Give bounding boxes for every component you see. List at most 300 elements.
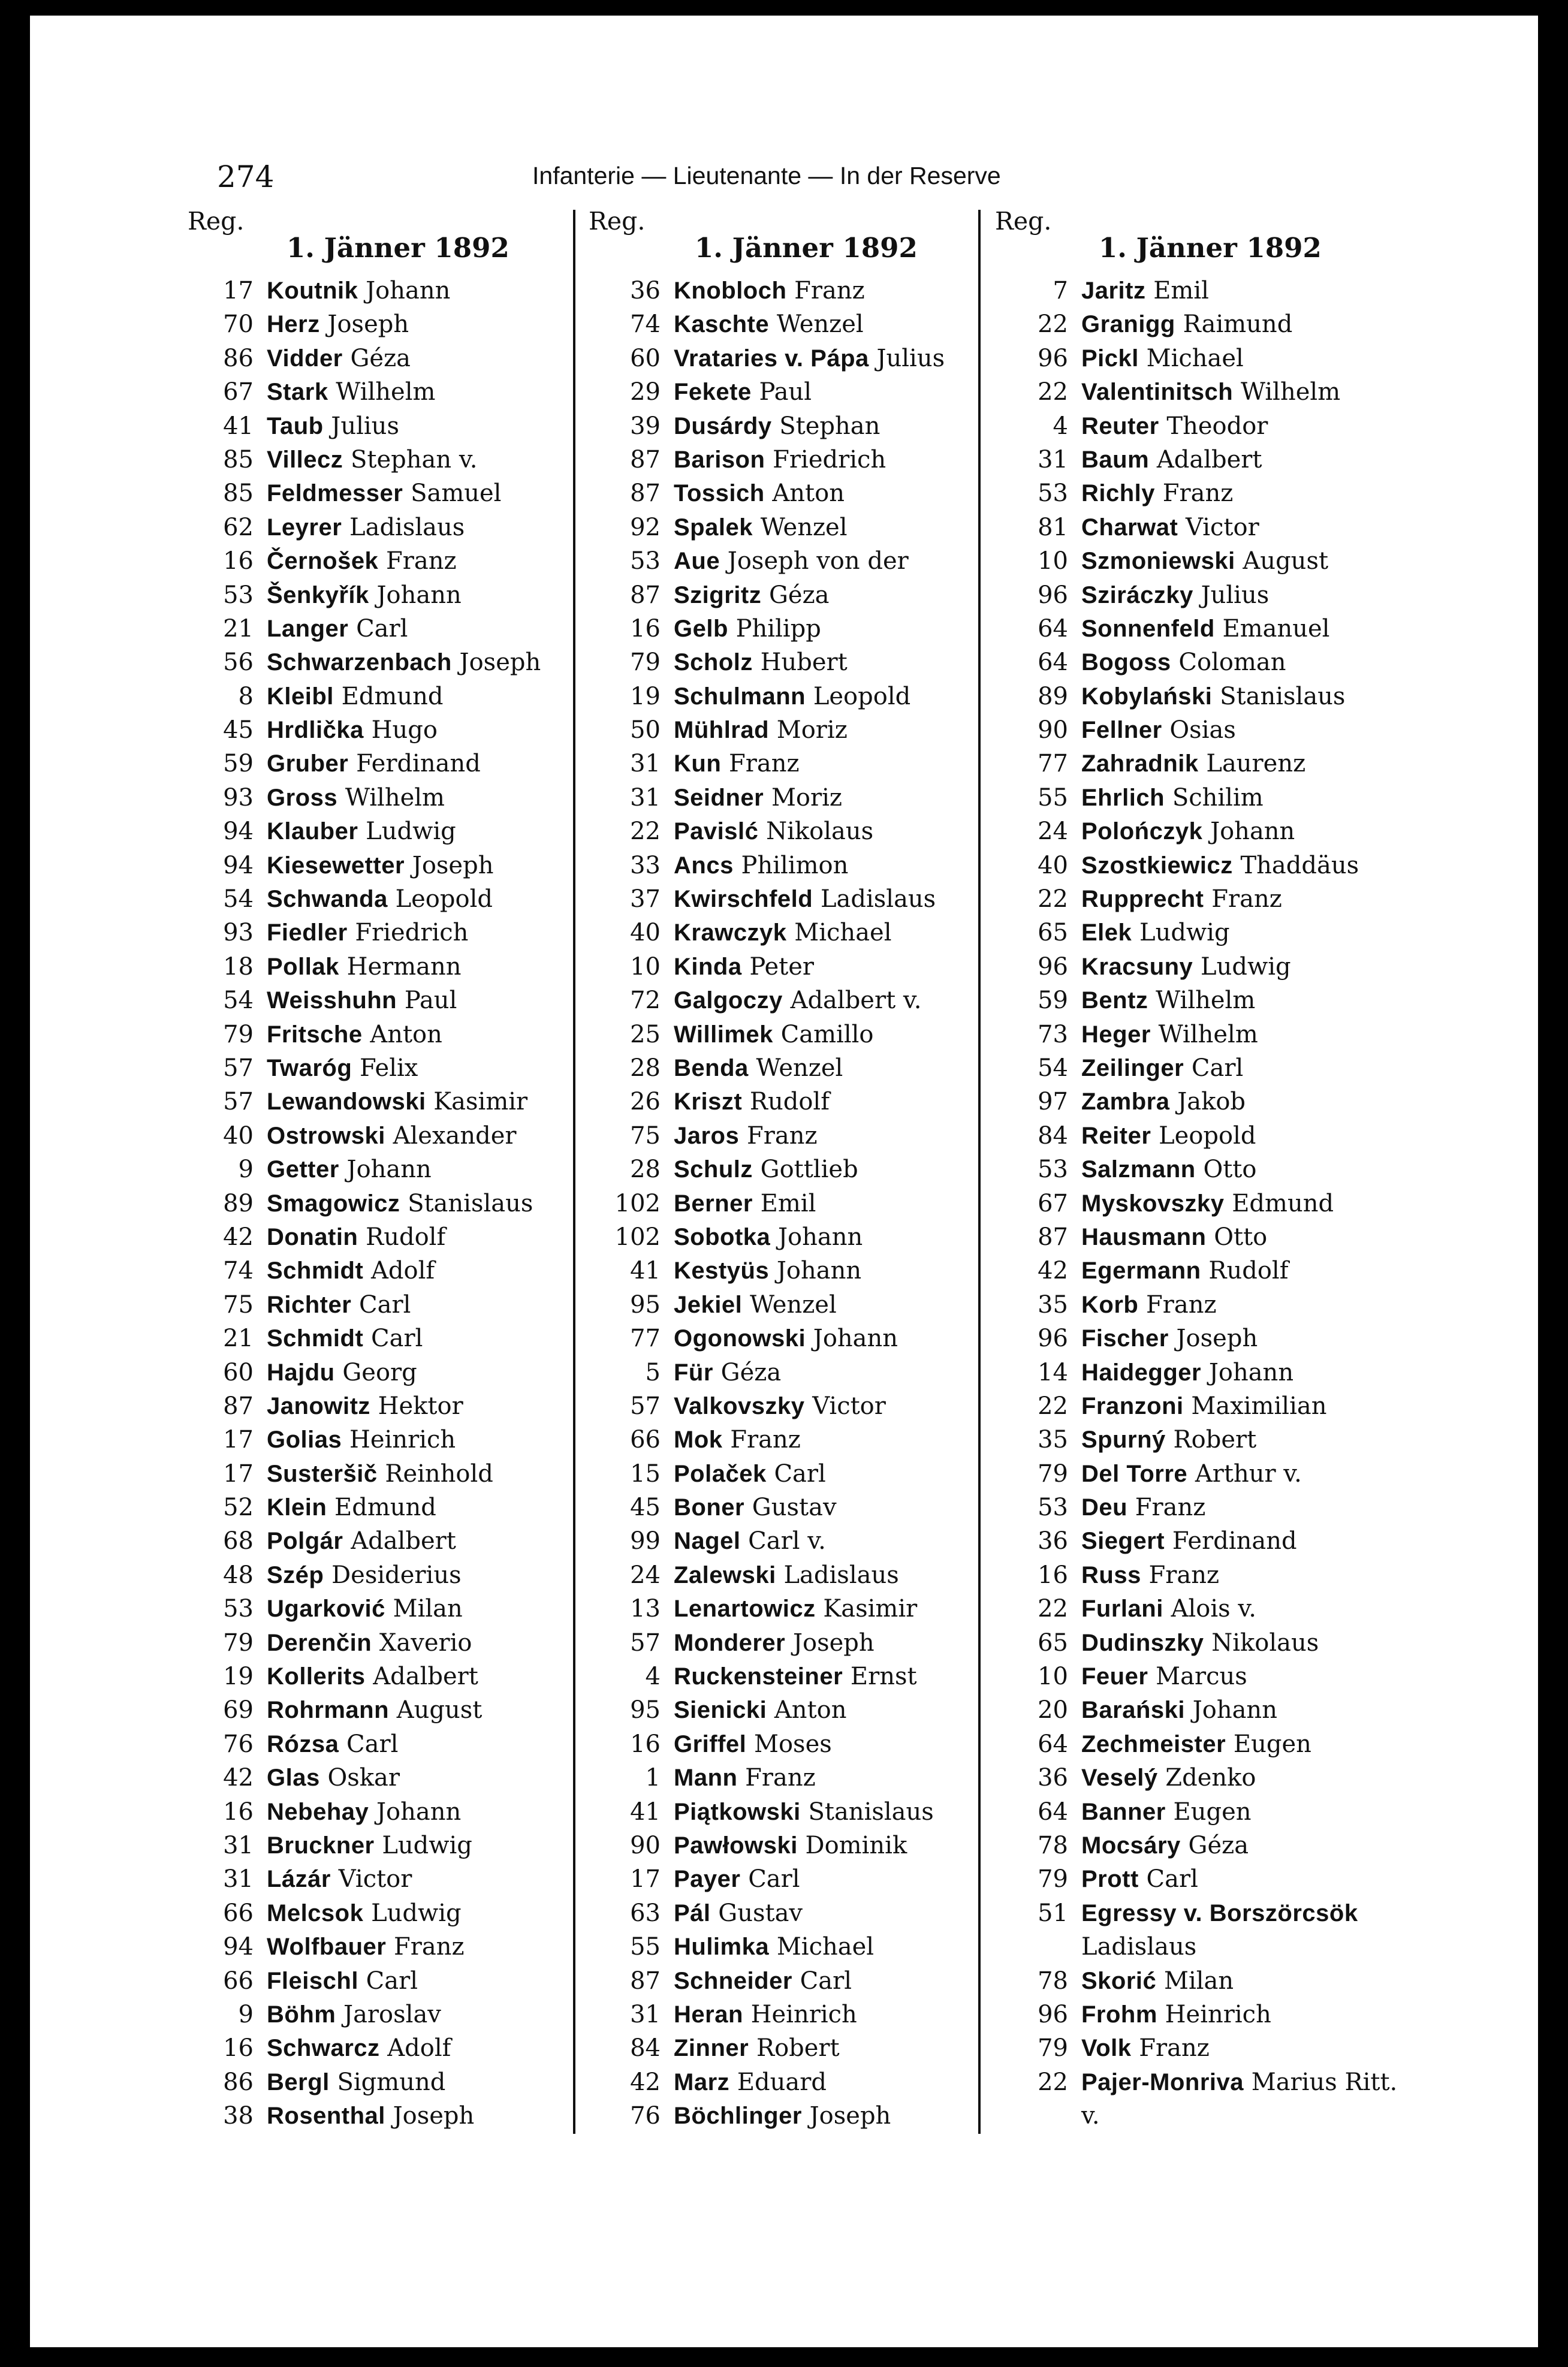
surname: Sienicki <box>674 1697 767 1724</box>
surname: Lázár <box>267 1866 331 1893</box>
reg-number: 10 <box>1038 547 1068 575</box>
reg-number: 86 <box>223 2068 254 2096</box>
list-item <box>589 1491 996 1524</box>
list-item <box>188 1389 589 1423</box>
list-item <box>188 849 589 882</box>
reg-number: 42 <box>223 1764 254 1792</box>
given-name: Edmund <box>1232 1189 1334 1217</box>
surname: Kollerits <box>267 1663 366 1690</box>
reg-number: 95 <box>630 1696 661 1724</box>
surname: Kracsuny <box>1081 953 1193 980</box>
reg-number: 96 <box>1038 952 1068 981</box>
reg-number: 79 <box>223 1020 254 1048</box>
surname: Baum <box>1081 446 1150 473</box>
given-name: Dominik <box>805 1831 907 1859</box>
surname: Zinner <box>674 2035 749 2062</box>
surname: Reiter <box>1081 1122 1151 1149</box>
given-name: Gustav <box>718 1899 803 1927</box>
list-item <box>589 307 996 341</box>
list-item <box>995 1558 1415 1592</box>
list-item <box>995 1389 1415 1423</box>
reg-number: 93 <box>223 919 254 947</box>
given-name: Marcus <box>1156 1663 1247 1691</box>
reg-number: 60 <box>223 1358 254 1386</box>
page-number: 274 <box>217 159 275 194</box>
reg-number: 72 <box>630 987 661 1015</box>
surname: Böchlinger <box>674 2103 802 2130</box>
reg-number: 5 <box>645 1358 661 1386</box>
surname: Zambra <box>1081 1088 1170 1115</box>
reg-number: 15 <box>630 1460 661 1488</box>
list-item <box>995 274 1415 307</box>
surname: Payer <box>674 1866 741 1893</box>
given-name: Friedrich <box>773 445 886 474</box>
list-item <box>995 1964 1415 1998</box>
surname: Fiedler <box>267 919 348 946</box>
list-item <box>188 1693 589 1727</box>
surname: Kestyüs <box>674 1258 770 1284</box>
reg-number: 22 <box>1038 2068 1068 2096</box>
surname: Siegert <box>1081 1528 1165 1555</box>
surname: Pickl <box>1081 345 1139 372</box>
surname: Kleibl <box>267 683 334 710</box>
reg-number: 53 <box>223 1595 254 1623</box>
surname: Klauber <box>267 818 358 845</box>
list-item <box>589 1457 996 1491</box>
given-name: Gustav <box>752 1494 837 1522</box>
surname: Twaróg <box>267 1054 352 1081</box>
surname: Korb <box>1081 1291 1139 1318</box>
reg-number: 73 <box>1038 1020 1068 1048</box>
given-name: Ludwig <box>382 1831 472 1859</box>
list-item <box>188 409 589 443</box>
surname: Ancs <box>674 852 734 879</box>
reg-number: 16 <box>223 547 254 575</box>
list-item <box>589 1964 996 1998</box>
list-item <box>188 1119 589 1153</box>
reg-number: 54 <box>223 987 254 1015</box>
list-item <box>589 342 996 375</box>
surname: Kobylański <box>1081 683 1213 710</box>
reg-number: 87 <box>630 445 661 474</box>
given-name: Milan <box>393 1595 463 1623</box>
given-name: Wenzel <box>756 1054 843 1082</box>
list-item <box>995 1119 1415 1153</box>
reg-number: 96 <box>1038 2000 1068 2028</box>
list-item <box>589 1626 996 1660</box>
list-item <box>589 1761 996 1795</box>
surname: Szostkiewicz <box>1081 852 1233 879</box>
surname: Herz <box>267 311 320 338</box>
list-item <box>188 1051 589 1085</box>
reg-number: 79 <box>1038 2034 1068 2063</box>
list-item <box>995 612 1415 646</box>
given-name: Anton <box>774 1696 847 1724</box>
list-item <box>188 1795 589 1829</box>
given-name: Ludwig <box>1139 919 1230 947</box>
reg-number: 35 <box>1038 1290 1068 1319</box>
surname: Szigritz <box>674 581 762 608</box>
given-name: Adalbert <box>351 1527 456 1555</box>
given-name: Hektor <box>378 1392 463 1420</box>
given-name: Carl <box>1191 1054 1244 1082</box>
list-item <box>188 916 589 949</box>
list-item <box>995 815 1415 848</box>
given-name: Camillo <box>780 1020 874 1048</box>
reg-number: 16 <box>223 1798 254 1826</box>
reg-number: 19 <box>630 682 661 710</box>
surname: Spurný <box>1081 1427 1166 1454</box>
given-name: Robert <box>756 2034 840 2063</box>
reg-number: 41 <box>630 1257 661 1285</box>
surname: Gruber <box>267 750 349 777</box>
column-divider <box>978 210 981 2134</box>
given-name: Victor <box>812 1392 886 1420</box>
given-name: Joseph <box>1176 1325 1258 1353</box>
given-name: Hubert <box>760 649 848 677</box>
surname: Rupprecht <box>1081 886 1204 913</box>
surname: Nagel <box>674 1528 741 1555</box>
reg-number: 4 <box>645 1663 661 1691</box>
reg-number: 50 <box>630 716 661 744</box>
given-name: Carl <box>774 1460 826 1488</box>
surname: Sziráczky <box>1081 581 1193 608</box>
surname: Volk <box>1081 2035 1132 2062</box>
given-name: Joseph von der <box>727 547 909 575</box>
list-item <box>188 1626 589 1660</box>
given-name: Paul <box>404 987 457 1015</box>
given-name: Alexander <box>393 1121 517 1150</box>
given-name: Ludwig <box>1201 952 1291 981</box>
surname: Mühlrad <box>674 717 770 744</box>
reg-number: 53 <box>1038 480 1068 508</box>
surname: Szép <box>267 1561 324 1588</box>
given-name: Stephan v. <box>351 445 478 474</box>
surname: Für <box>674 1359 713 1386</box>
reg-number: 22 <box>1038 885 1068 913</box>
surname: Krawczyk <box>674 919 787 946</box>
given-name: Johann <box>813 1325 898 1353</box>
given-name: Felix <box>359 1054 418 1082</box>
surname: Fleischl <box>267 1967 358 1994</box>
surname: Egermann <box>1081 1258 1201 1284</box>
given-name: Johann <box>376 1798 462 1826</box>
given-name: Joseph <box>459 649 541 677</box>
reg-number: 87 <box>1038 1223 1068 1251</box>
surname: Weisshuhn <box>267 987 397 1014</box>
surname: Willimek <box>674 1021 773 1048</box>
reg-number: 89 <box>223 1189 254 1217</box>
list-item <box>995 781 1415 815</box>
given-name: Schilim <box>1172 783 1264 812</box>
reg-number: 22 <box>630 818 661 846</box>
list-item <box>589 375 996 409</box>
reg-number: 42 <box>223 1223 254 1251</box>
reg-number: 52 <box>223 1494 254 1522</box>
list-item <box>995 1592 1415 1626</box>
list-item <box>995 375 1415 409</box>
given-name: Wenzel <box>749 1290 837 1319</box>
reg-number: 66 <box>630 1426 661 1454</box>
reg-number: 16 <box>630 1730 661 1758</box>
given-name: Milan <box>1164 1967 1234 1995</box>
reg-number: 36 <box>1038 1527 1068 1555</box>
given-name: Philipp <box>735 614 821 643</box>
list-item <box>589 511 996 544</box>
surname: Stark <box>267 379 328 406</box>
list-item <box>188 612 589 646</box>
surname: Wolfbauer <box>267 1934 387 1961</box>
surname: Schulmann <box>674 683 806 710</box>
reg-number: 66 <box>223 1967 254 1995</box>
given-name: Joseph <box>327 310 409 339</box>
list-item <box>188 680 589 713</box>
given-name: Leopold <box>813 682 911 710</box>
surname: Ugarković <box>267 1596 385 1623</box>
reg-number: 77 <box>630 1325 661 1353</box>
list-item <box>188 1322 589 1355</box>
given-name: Philimon <box>741 851 849 879</box>
surname: Valentinitsch <box>1081 379 1234 406</box>
surname: Berner <box>674 1190 753 1217</box>
reg-number: 19 <box>223 1663 254 1691</box>
list-item <box>188 578 589 612</box>
list-item <box>995 1018 1415 1051</box>
reg-number: 53 <box>1038 1156 1068 1184</box>
list-item <box>589 1119 996 1153</box>
reg-number: 96 <box>1038 1325 1068 1353</box>
given-name: Johann <box>366 277 451 304</box>
given-name: Heinrich <box>750 2000 857 2028</box>
reg-number: 31 <box>630 2000 661 2028</box>
given-name: Rudolf <box>749 1088 830 1116</box>
given-name: Johann <box>1208 1358 1294 1386</box>
list-item <box>188 1187 589 1220</box>
given-name: Edmund <box>334 1494 436 1522</box>
surname: Donatin <box>267 1223 358 1250</box>
column-divider <box>573 210 575 2134</box>
given-name: Theodor <box>1166 412 1268 440</box>
reg-number: 56 <box>223 649 254 677</box>
given-name: Eugen <box>1233 1730 1311 1758</box>
reg-number: 74 <box>630 310 661 339</box>
surname: Fekete <box>674 379 752 406</box>
surname: Schulz <box>674 1156 753 1183</box>
list-item <box>188 2066 589 2099</box>
given-name: Thaddäus <box>1240 851 1359 879</box>
surname: Böhm <box>267 2001 336 2028</box>
list-item <box>188 781 589 815</box>
list-item <box>995 1896 1415 1930</box>
surname: Ostrowski <box>267 1122 385 1149</box>
surname: Hausmann <box>1081 1223 1207 1250</box>
reg-number: 84 <box>630 2034 661 2063</box>
reg-number: 17 <box>223 277 254 304</box>
entry-list <box>188 274 589 2133</box>
reg-number: 21 <box>223 614 254 643</box>
given-name: Géza <box>720 1358 782 1386</box>
given-name: Emil <box>1153 277 1209 304</box>
given-name: Johann <box>376 581 462 609</box>
reg-number: 17 <box>223 1426 254 1454</box>
given-name: Nikolaus <box>766 818 874 846</box>
list-item <box>995 882 1415 916</box>
given-name: Eugen <box>1173 1798 1252 1826</box>
given-name: Heinrich <box>1165 2000 1271 2028</box>
reg-number: 102 <box>614 1223 661 1251</box>
given-name: Moriz <box>776 716 848 744</box>
surname: Schwarzenbach <box>267 649 452 676</box>
list-item <box>995 849 1415 882</box>
given-name: Hermann <box>346 952 462 981</box>
page-header <box>30 159 1538 195</box>
reg-number: 79 <box>1038 1460 1068 1488</box>
list-item <box>589 1187 996 1220</box>
given-name: Rudolf <box>1208 1257 1289 1285</box>
surname: Mok <box>674 1427 723 1454</box>
surname: Jekiel <box>674 1291 743 1318</box>
reg-number: 87 <box>630 1967 661 1995</box>
given-name: Carl <box>366 1967 418 1995</box>
list-item <box>589 984 996 1017</box>
list-item <box>995 1051 1415 1085</box>
given-name: Wenzel <box>760 513 848 541</box>
reg-number: 64 <box>1038 1798 1068 1826</box>
surname: Fellner <box>1081 717 1162 744</box>
surname: Myskovszky <box>1081 1190 1225 1217</box>
reg-number: 20 <box>1038 1696 1068 1724</box>
given-name: Zdenko <box>1165 1764 1256 1792</box>
surname: Rózsa <box>267 1730 339 1757</box>
reg-number: 65 <box>1038 919 1068 947</box>
surname: Getter <box>267 1156 339 1183</box>
surname: Fritsche <box>267 1021 363 1048</box>
reg-number: 22 <box>1038 378 1068 406</box>
surname: Zechmeister <box>1081 1730 1226 1757</box>
surname: Sobotka <box>674 1223 771 1250</box>
given-name: Carl <box>346 1730 399 1758</box>
given-name: Eduard <box>737 2068 827 2096</box>
surname: Pawłowski <box>674 1832 798 1859</box>
surname: Elek <box>1081 919 1132 946</box>
reg-number: 95 <box>630 1290 661 1319</box>
list-item <box>995 342 1415 375</box>
reg-number: 7 <box>1053 277 1068 304</box>
surname: Leyrer <box>267 514 342 541</box>
given-name: Joseph <box>412 851 494 879</box>
surname: Mann <box>674 1765 738 1792</box>
reg-number: 75 <box>223 1290 254 1319</box>
list-item <box>995 1220 1415 1254</box>
given-name: Johann <box>1192 1696 1277 1724</box>
reg-number: 1 <box>645 1764 661 1792</box>
list-item <box>995 1829 1415 1862</box>
given-name: Arthur v. <box>1195 1460 1302 1488</box>
surname: Janowitz <box>267 1392 370 1419</box>
reg-number: 64 <box>1038 1730 1068 1758</box>
reg-number: 64 <box>1038 649 1068 677</box>
column-date: 1. Jänner 1892 <box>287 232 509 264</box>
reg-number: 9 <box>238 2000 254 2028</box>
list-item <box>589 849 996 882</box>
surname: Scholz <box>674 649 753 676</box>
reg-number: 60 <box>630 344 661 372</box>
reg-number: 24 <box>630 1561 661 1589</box>
list-item <box>589 2031 996 2065</box>
given-name: Nikolaus <box>1211 1629 1319 1657</box>
list-item <box>589 1288 996 1322</box>
surname: Gross <box>267 784 338 811</box>
reg-number: 87 <box>630 480 661 508</box>
reg-number: 90 <box>1038 716 1068 744</box>
reg-number: 17 <box>223 1460 254 1488</box>
list-item <box>188 375 589 409</box>
given-name: Johann <box>778 1223 863 1251</box>
list-item <box>188 2031 589 2065</box>
reg-number: 36 <box>1038 1764 1068 1792</box>
given-name: Carl <box>371 1325 423 1353</box>
surname: Tossich <box>674 480 765 507</box>
surname: Del Torre <box>1081 1460 1188 1487</box>
reg-label: Reg. <box>188 207 245 236</box>
surname: Haidegger <box>1081 1359 1202 1386</box>
reg-number: 57 <box>630 1392 661 1420</box>
given-name: Franz <box>745 1764 816 1792</box>
reg-number: 84 <box>1038 1121 1068 1150</box>
given-name: Julius <box>331 412 399 440</box>
given-name: Ladislaus <box>349 513 465 541</box>
surname: Lewandowski <box>267 1088 426 1115</box>
given-name: Julius <box>1201 581 1270 609</box>
reg-number: 93 <box>223 783 254 812</box>
reg-number: 57 <box>223 1088 254 1116</box>
surname: Polgár <box>267 1528 343 1555</box>
reg-number: 16 <box>630 614 661 643</box>
list-item <box>589 1153 996 1186</box>
surname: Nebehay <box>267 1798 369 1825</box>
list-item <box>188 1356 589 1389</box>
list-item <box>589 1254 996 1287</box>
list-item <box>589 747 996 780</box>
reg-number: 40 <box>630 919 661 947</box>
given-name: Ludwig <box>371 1899 462 1927</box>
given-name: Hugo <box>371 716 438 744</box>
reg-number: 76 <box>630 2102 661 2130</box>
list-item <box>188 1220 589 1254</box>
list-item <box>995 1322 1415 1355</box>
list-item <box>589 544 996 578</box>
reg-number: 16 <box>1038 1561 1068 1589</box>
given-name: Otto <box>1214 1223 1268 1251</box>
surname: Frohm <box>1081 2001 1157 2028</box>
surname: Feldmesser <box>267 480 403 507</box>
reg-number: 94 <box>223 1933 254 1961</box>
given-name: Ladislaus <box>820 885 936 913</box>
given-name: Joseph <box>792 1629 875 1657</box>
reg-number: 79 <box>630 649 661 677</box>
surname: Heran <box>674 2001 743 2028</box>
surname: Polaček <box>674 1460 767 1487</box>
surname: Zahradnik <box>1081 750 1199 777</box>
given-name: Carl <box>1146 1865 1198 1893</box>
reg-number: 64 <box>1038 614 1068 643</box>
reg-number: 67 <box>1038 1189 1068 1217</box>
list-item <box>188 1896 589 1930</box>
given-name: Johann <box>1210 818 1295 846</box>
given-name: Robert <box>1173 1426 1257 1454</box>
surname: Hulimka <box>674 1934 770 1961</box>
list-item <box>995 1491 1415 1524</box>
